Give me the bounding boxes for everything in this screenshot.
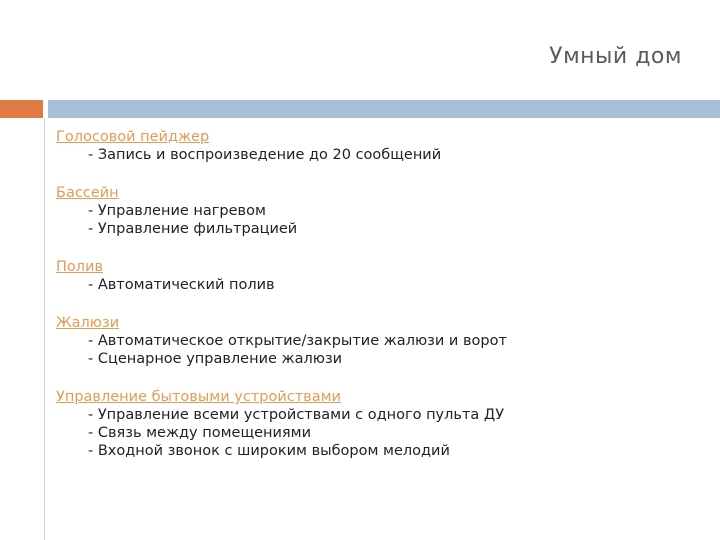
list-item: - Запись и воспроизведение до 20 сообщений	[88, 147, 442, 163]
section-heading-link[interactable]: Управление бытовыми устройствами	[56, 389, 341, 405]
slide-title: Умный дом	[549, 44, 682, 69]
side-divider	[44, 118, 45, 540]
accent-bar	[0, 100, 43, 118]
section-heading-link[interactable]: Полив	[56, 259, 104, 275]
list-item: - Связь между помещениями	[88, 425, 312, 441]
list-item: - Управление фильтрацией	[88, 221, 298, 237]
list-item: - Автоматическое открытие/закрытие жалюзи и ворот	[88, 333, 507, 349]
content-list	[56, 128, 706, 480]
section-voice-pager	[56, 128, 706, 164]
list-item: - Входной звонок с широким выбором мелодий	[88, 443, 450, 459]
section-blinds	[56, 314, 706, 368]
title-rule	[48, 100, 720, 118]
section-appliances	[56, 388, 706, 460]
section-pool	[56, 184, 706, 238]
list-item: - Управление всеми устройствами с одного пульта ДУ	[88, 407, 505, 423]
list-item: - Сценарное управление жалюзи	[88, 351, 343, 367]
list-item: - Автоматический полив	[88, 277, 275, 293]
section-watering	[56, 258, 706, 294]
section-heading-link[interactable]: Голосовой пейджер	[56, 129, 210, 145]
section-heading-link[interactable]: Жалюзи	[56, 315, 120, 331]
list-item: - Управление нагревом	[88, 203, 266, 219]
section-heading-link[interactable]: Бассейн	[56, 185, 119, 201]
